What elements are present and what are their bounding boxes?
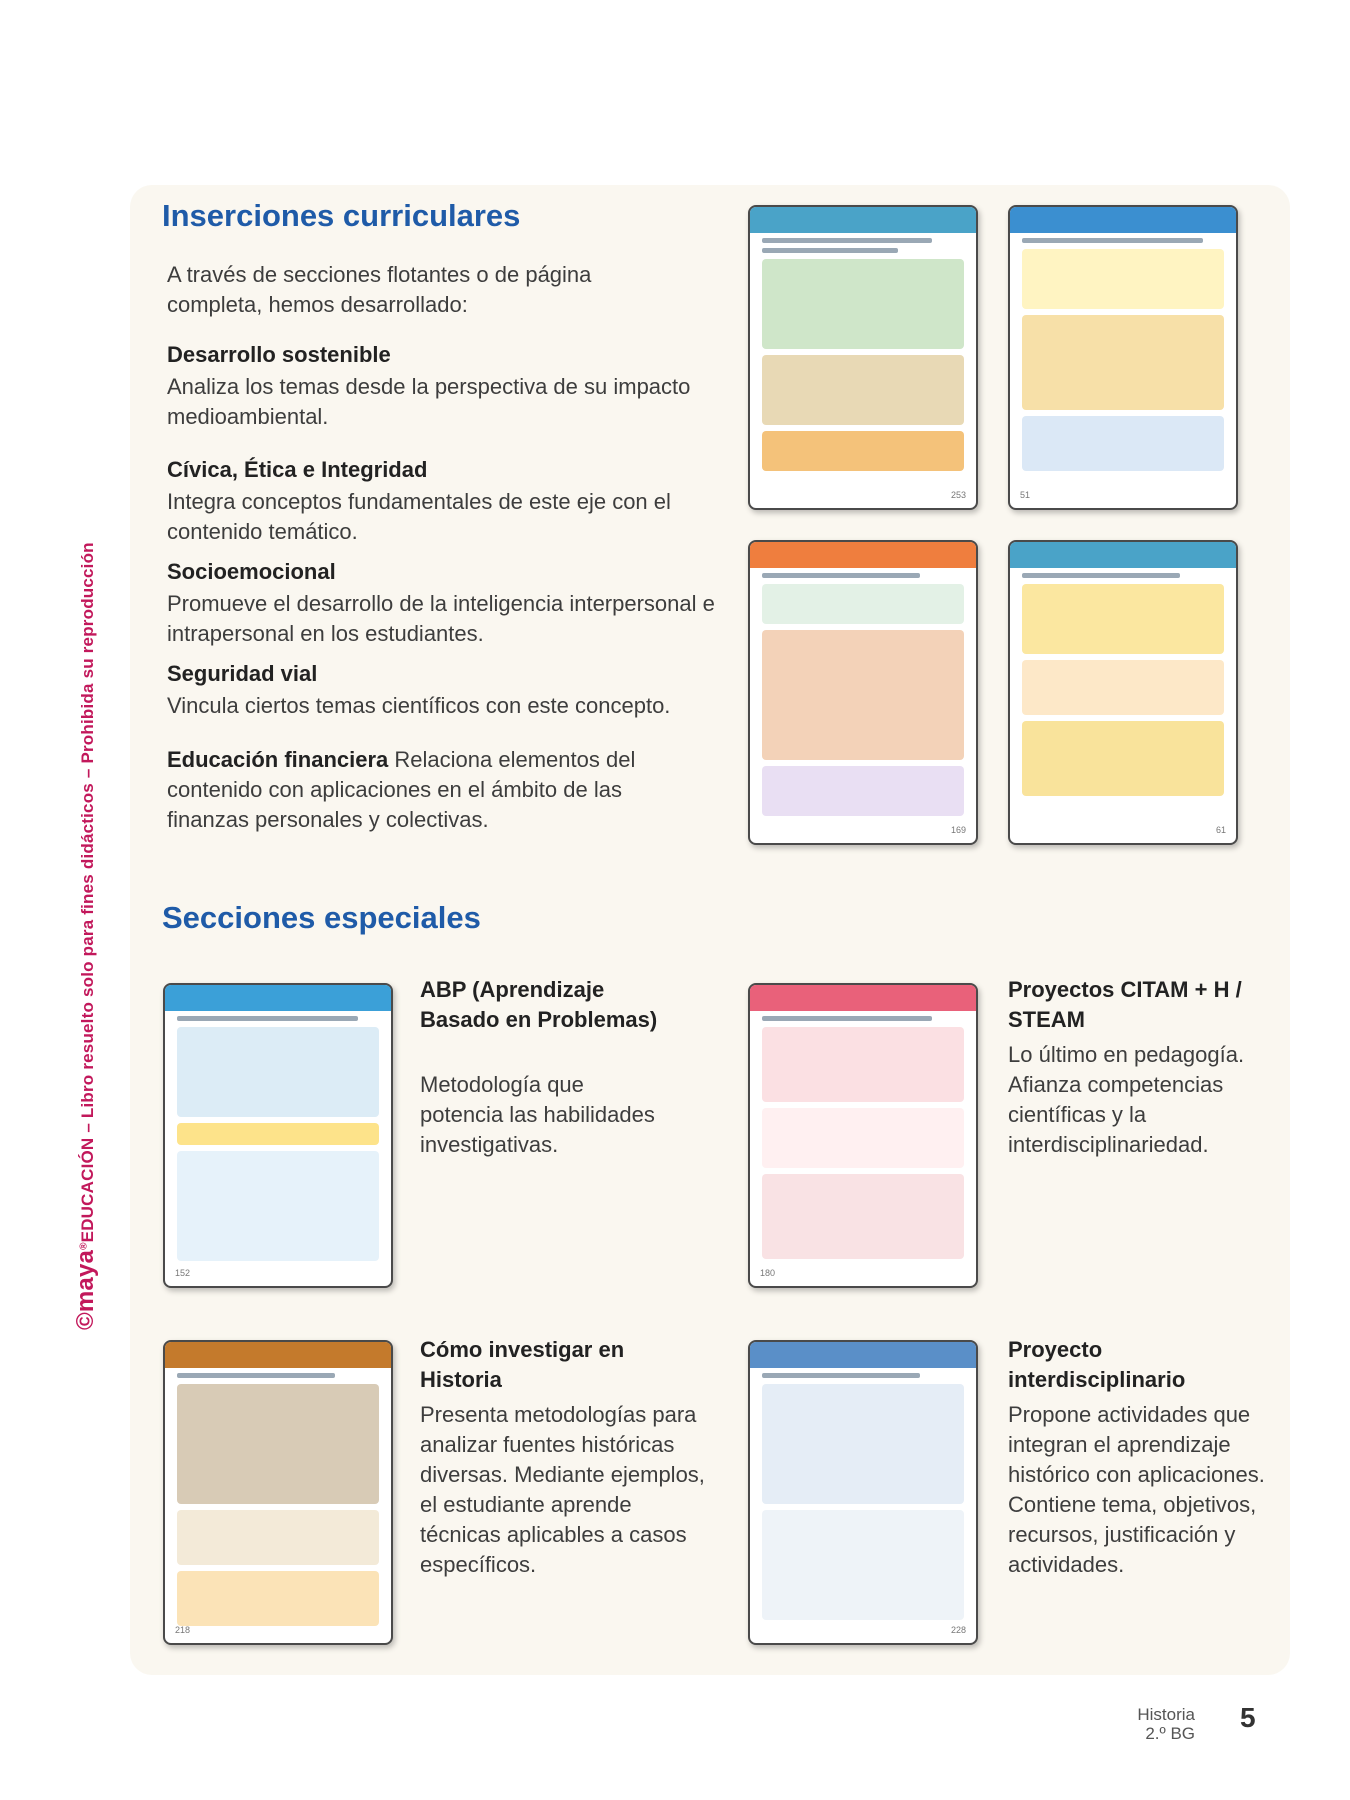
thumbnail-proyecto-interdisciplinario: 228: [748, 1340, 978, 1645]
thumbnail-civica: 253: [748, 205, 978, 510]
thumbnail-como-investigar: 218: [163, 1340, 393, 1645]
thumbnail-citam: 180: [748, 983, 978, 1288]
insercion-educacion-financiera: Educación financiera Relaciona elementos del contenido con aplicaciones en el ámbito de las finanzas personales y colectivas.: [167, 747, 636, 832]
footer-subject: Historia 2.º BG: [1137, 1705, 1195, 1743]
page-number: 5: [1240, 1702, 1256, 1733]
inserciones-heading: Inserciones curriculares: [162, 198, 521, 233]
seccion-proyecto-interdisciplinario-title: Proyecto interdisciplinario: [1008, 1337, 1186, 1392]
inserciones-intro: A través de secciones flotantes o de página completa, hemos desarrollado:: [167, 262, 592, 317]
insercion-seguridad-vial: Seguridad vial Vincula ciertos temas científicos con este concepto.: [167, 661, 671, 718]
thumbnail-educacion-financiera: 61: [1008, 540, 1238, 845]
insercion-civica: Cívica, Ética e Integridad Integra conceptos fundamentales de este eje con el contenido temático.: [167, 457, 671, 544]
thumbnail-abp: 152: [163, 983, 393, 1288]
insercion-desarrollo-sostenible: Desarrollo sostenible Analiza los temas desde la perspectiva de su impacto medioambiental.: [167, 342, 691, 429]
seccion-citam-title: Proyectos CITAM + H / STEAM: [1008, 977, 1242, 1032]
insercion-socioemocional: Socioemocional Promueve el desarrollo de la inteligencia interpersonal e intrapersonal en los estudiantes.: [167, 559, 715, 646]
seccion-abp-text: Metodología que potencia las habilidades investigativas.: [420, 1072, 655, 1157]
seccion-proyecto-interdisciplinario-text: Propone actividades que integran el aprendizaje histórico con aplicaciones. Contiene tema, objetivos, recursos, justificación y actividades.: [1008, 1402, 1265, 1577]
thumbnail-civica-etica: 51: [1008, 205, 1238, 510]
seccion-como-investigar-text: Presenta metodologías para analizar fuentes históricas diversas. Mediante ejemplos, el estudiante aprende técnicas aplicables a casos específicos.: [420, 1402, 705, 1577]
seccion-citam-text: Lo último en pedagogía. Afianza competencias científicas y la interdisciplinariedad.: [1008, 1042, 1245, 1157]
thumbnail-socioemocional: 169: [748, 540, 978, 845]
seccion-como-investigar-title: Cómo investigar en Historia: [420, 1337, 625, 1392]
copyright-notice: ©maya®EDUCACIÓN – Libro resuelto solo para fines didácticos – Prohibida su reproducción: [72, 542, 99, 1330]
especiales-heading: Secciones especiales: [162, 900, 481, 935]
seccion-abp-title: ABP (Aprendizaje Basado en Problemas): [420, 977, 658, 1032]
